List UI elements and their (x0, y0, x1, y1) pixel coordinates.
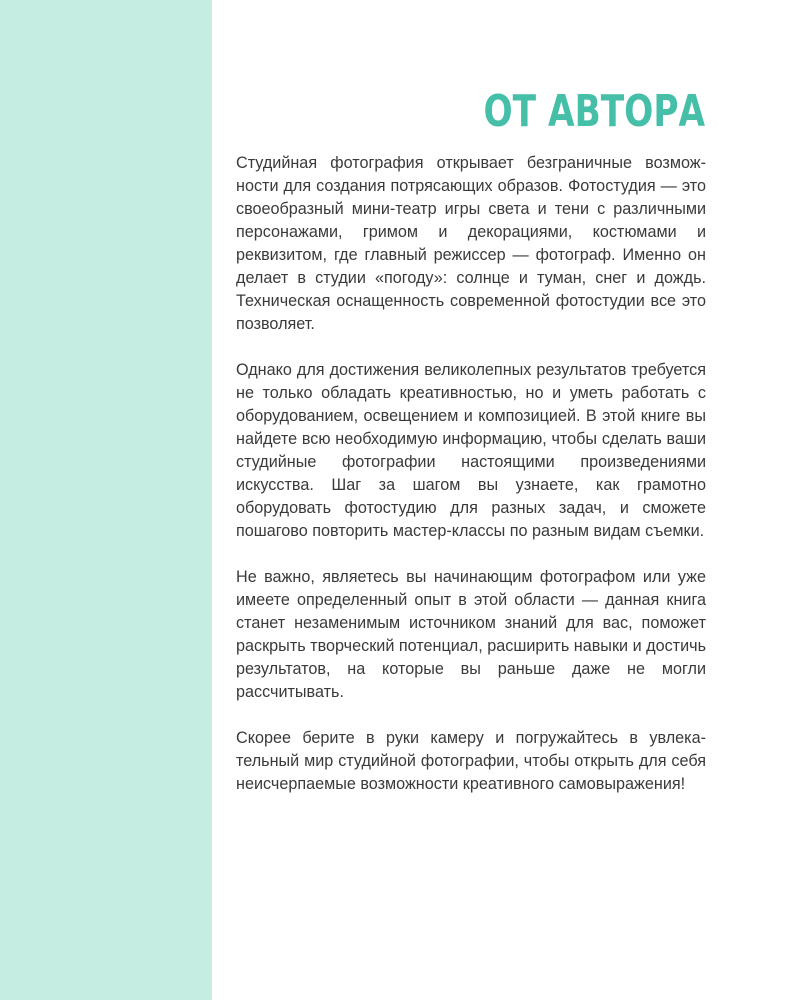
paragraph-3: Не важно, являетесь вы начинающим фотографом или уже имеете определенный опыт в этой области — данная книга станет незаменимым источником знаний для вас, поможет раскрыть творческий потенциал, расширить навыки и достичь результатов, на которые вы раньше даже не могли рассчитывать. (236, 568, 706, 701)
decorative-side-band (0, 0, 212, 1000)
paragraph-1: Студийная фотография открывает безграничные возможности для создания потрясающих образов. Фотостудия — это своеобразный мини-театр игры света и тени с различными персонажами, гримом и декорациями, костюмами и реквизитом, где главный режиссер — фотограф. Именно он делает в студии «погоду»: солнце и туман, снег и дождь. Техническая оснащенность современной фотостудии все это позволяет. (236, 154, 706, 333)
paragraph-2: Однако для достижения великолепных результатов требуется не только обладать креативностью, но и уметь работать с оборудованием, освещением и композицией. В этой книге вы найдете всю необходимую информацию, чтобы сделать ваши студийные фотографии настоящими произведениями искусства. Шаг за шагом вы узнаете, как грамотно оборудовать фотостудию для разных задач, и сможете пошагово повторить мастер-классы по разным видам съемки. (236, 361, 706, 540)
page-title: ОТ АВТОРА (483, 86, 705, 137)
paragraph-4: Скорее берите в руки камеру и погружайтесь в увлекательный мир студийной фотографии, чтобы открыть для себя неисчерпаемые возможности креативного самовыражения! (236, 729, 706, 793)
body-text (236, 152, 706, 819)
